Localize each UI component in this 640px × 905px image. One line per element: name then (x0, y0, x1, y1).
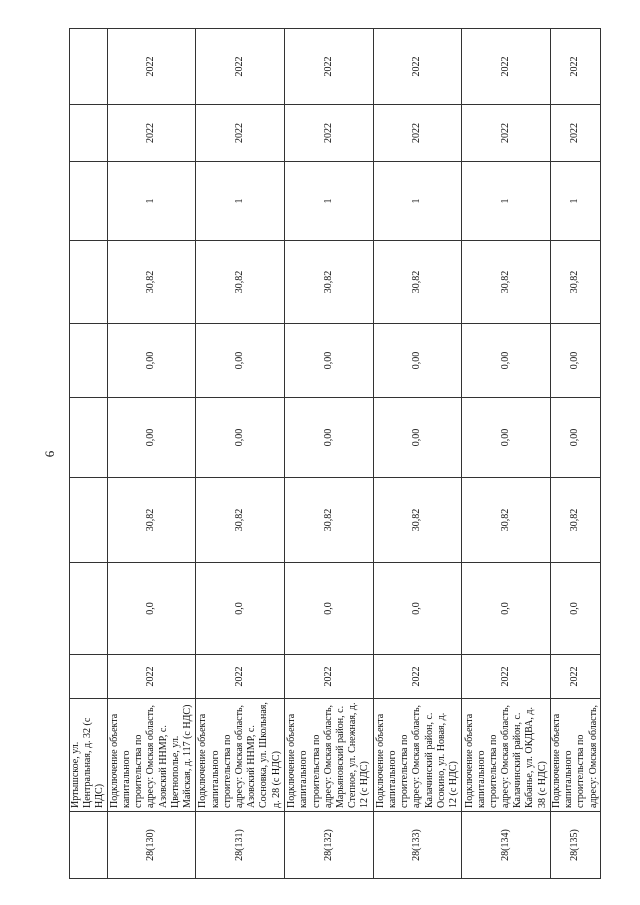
cell-year: 2022 (107, 29, 196, 105)
cell-year: 2022 (284, 29, 373, 105)
cell-value: 0,00 (462, 398, 551, 478)
cell-year: 2022 (196, 29, 285, 105)
cell-year: 2022 (196, 655, 285, 699)
cell-year: 2022 (551, 105, 601, 162)
cell-empty (70, 162, 108, 241)
cell-value: 30,82 (373, 478, 462, 563)
cell-num: 28(134) (462, 812, 551, 879)
cell-value: 0,00 (284, 398, 373, 478)
cell-year: 2022 (284, 105, 373, 162)
cell-year: 2022 (551, 655, 601, 699)
cell-value: 0,0 (196, 563, 285, 655)
page-number: 6 (42, 450, 57, 458)
cell-num: 28(131) (196, 812, 285, 879)
cell-description: Подключение объекта капитального строительства по адресу: Омская область, Калачинский район, с. Осокино, ул. Новая, д. 12 (с НДС) (373, 699, 462, 812)
cell-num: 28(130) (107, 812, 196, 879)
cell-year: 2022 (551, 29, 601, 105)
cell-year: 2022 (462, 655, 551, 699)
cell-value: 0,0 (284, 563, 373, 655)
table-container (69, 29, 599, 879)
cell-value: 30,82 (107, 241, 196, 324)
cell-value: 0,00 (107, 324, 196, 398)
cell-year: 2022 (462, 29, 551, 105)
cell-value: 30,82 (196, 241, 285, 324)
cell-value: 0,0 (551, 563, 601, 655)
cell-empty (70, 105, 108, 162)
cell-value: 0,00 (373, 398, 462, 478)
cell-num: 28(135) (551, 812, 601, 879)
cell-value: 0,00 (462, 324, 551, 398)
cell-value: 30,82 (462, 241, 551, 324)
table-row (107, 29, 196, 879)
cell-year: 2022 (373, 655, 462, 699)
cell-year: 2022 (373, 29, 462, 105)
cell-value: 0,00 (551, 324, 601, 398)
cell-year: 2022 (196, 105, 285, 162)
table-row-continuation (70, 29, 108, 879)
rotated-table-layer (69, 29, 599, 879)
cell-value: 30,82 (551, 241, 601, 324)
cell-year: 2022 (107, 655, 196, 699)
cell-description: Иртышское, ул. Центральная, д. 32 (с НДС) (70, 699, 108, 812)
cell-description: Подключение объекта капитального строительства по адресу: Омская область, Калачинский район, с. Кабанье, ул. ОКДВА, д. 38 (с НДС) (462, 699, 551, 812)
table-row (196, 29, 285, 879)
table-row (462, 29, 551, 879)
cell-description: Подключение объекта капитального строительства по адресу: Омская область, Марьяновский район, с. Степное, ул. Снежная, д. 12 (с НДС) (284, 699, 373, 812)
cell-value: 1 (107, 162, 196, 241)
table-row (284, 29, 373, 879)
cell-year: 2022 (462, 105, 551, 162)
cell-value: 0,00 (107, 398, 196, 478)
cell-value: 30,82 (462, 478, 551, 563)
cell-empty (70, 478, 108, 563)
cell-value: 0,00 (373, 324, 462, 398)
cell-value: 0,00 (196, 398, 285, 478)
cell-value: 1 (462, 162, 551, 241)
cell-empty (70, 241, 108, 324)
cell-empty (70, 655, 108, 699)
data-table (69, 28, 601, 879)
cell-num: 28(133) (373, 812, 462, 879)
cell-description: Подключение объекта капитального строительства по адресу: Омская область, (551, 699, 601, 812)
cell-year: 2022 (373, 105, 462, 162)
cell-value: 0,0 (462, 563, 551, 655)
cell-value: 30,82 (373, 241, 462, 324)
cell-value: 0,0 (107, 563, 196, 655)
cell-value: 30,82 (551, 478, 601, 563)
cell-value: 30,82 (284, 241, 373, 324)
cell-value: 30,82 (196, 478, 285, 563)
cell-year: 2022 (284, 655, 373, 699)
cell-empty (70, 29, 108, 105)
cell-value: 30,82 (284, 478, 373, 563)
cell-empty (70, 563, 108, 655)
cell-value: 30,82 (107, 478, 196, 563)
table-row (551, 29, 601, 879)
table-row (373, 29, 462, 879)
cell-value: 0,00 (196, 324, 285, 398)
cell-value: 1 (196, 162, 285, 241)
cell-year: 2022 (107, 105, 196, 162)
cell-value: 1 (551, 162, 601, 241)
cell-num (70, 812, 108, 879)
cell-empty (70, 324, 108, 398)
cell-description: Подключение объекта капитального строительства по адресу: Омская область, Азовский ННМР, с. Сосновка, ул. Школьная, д. 28 (с НДС) (196, 699, 285, 812)
cell-empty (70, 398, 108, 478)
cell-value: 0,0 (373, 563, 462, 655)
cell-num: 28(132) (284, 812, 373, 879)
cell-value: 0,00 (551, 398, 601, 478)
cell-description: Подключение объекта капитального строительства по адресу: Омская область, Азовский ННМР, с. Цветнополье, ул. Майская, д. 117 (с НДС) (107, 699, 196, 812)
cell-value: 1 (284, 162, 373, 241)
cell-value: 0,00 (284, 324, 373, 398)
cell-value: 1 (373, 162, 462, 241)
